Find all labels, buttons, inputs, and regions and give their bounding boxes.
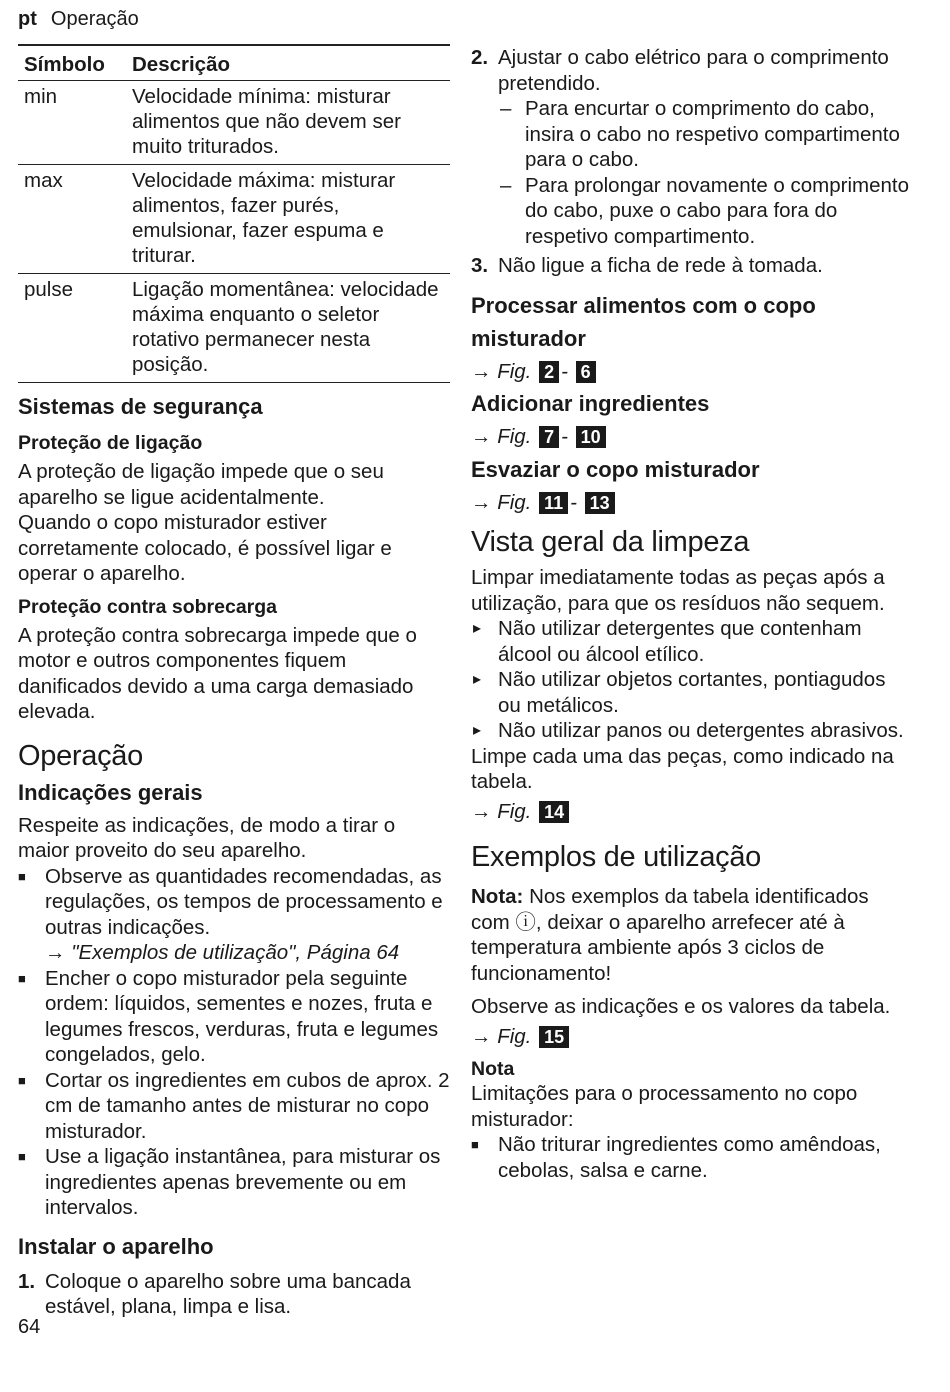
- sub-steps: [498, 96, 911, 249]
- figure-number-badge: 13: [585, 492, 615, 514]
- step-item: [471, 45, 911, 249]
- nota-text: Limitações para o processamento no copo misturador:: [471, 1082, 858, 1131]
- symbol-cell: pulse: [18, 274, 126, 383]
- list-item: ▸ Não utilizar panos ou detergentes abrasivos.: [471, 718, 911, 744]
- list-item: ▸ Não utilizar objetos cortantes, pontiagudos ou metálicos.: [471, 667, 911, 718]
- fig-label: → Fig.: [471, 799, 532, 823]
- figure-reference[interactable]: [471, 1024, 911, 1050]
- description-cell: Velocidade máxima: misturar alimentos, fazer purés, emulsionar, fazer espuma e triturar.: [126, 165, 450, 274]
- step-item: [471, 253, 911, 279]
- list-item: ■ Use a ligação instantânea, para misturar os ingredientes apenas brevemente ou em intervalos.: [18, 1144, 450, 1221]
- sub-step-item: – Para encurtar o comprimento do cabo, insira o cabo no respetivo compartimento para o cabo.: [498, 96, 911, 173]
- range-separator: -: [561, 425, 568, 448]
- description-cell: Ligação momentânea: velocidade máxima enquanto o seletor rotativo permanecer nesta posição.: [126, 274, 450, 383]
- connection-text-2: Quando o copo misturador estiver corretamente colocado, é possível ligar e operar o aparelho.: [18, 511, 392, 585]
- table-header-row: [18, 45, 450, 81]
- step-text: Coloque o aparelho sobre uma bancada estável, plana, limpa e lisa.: [45, 1269, 411, 1318]
- observe-text: Observe as indicações e os valores da tabela.: [471, 995, 891, 1018]
- connection-protection-heading: Proteção de ligação: [18, 432, 203, 454]
- empty-jug-heading: Esvaziar o copo misturador: [471, 456, 760, 482]
- install-heading: Instalar o aparelho: [18, 1233, 214, 1259]
- note-text: Nos exemplos da tabela identificados com ⓘ, deixar o aparelho arrefecer até à temperatura ambiente após 3 ciclos de funcionamento!: [471, 885, 869, 985]
- list-item-text: Observe as quantidades recomendadas, as regulações, os tempos de processamento e outras indicações.: [45, 864, 443, 939]
- general-heading: Indicações gerais: [18, 779, 203, 805]
- list-item: ■ Não triturar ingredientes como amêndoas, cebolas, salsa e carne.: [471, 1132, 911, 1183]
- cleaning-list: [471, 616, 911, 744]
- figure-number-badge: 10: [576, 426, 606, 448]
- examples-heading: Exemplos de utilização: [471, 841, 761, 873]
- page-number: 64: [18, 1316, 41, 1338]
- connection-text: A proteção de ligação impede que o seu aparelho se ligue acidentalmente.: [18, 460, 384, 509]
- page-reference-link[interactable]: → "Exemplos de utilização", Página 64: [45, 941, 400, 964]
- step-text: Não ligue a ficha de rede à tomada.: [498, 254, 823, 277]
- safety-heading: Sistemas de segurança: [18, 394, 263, 419]
- general-intro: Respeite as indicações, de modo a tirar o maior proveito do seu aparelho.: [18, 813, 396, 862]
- list-item: ▸ Não utilizar detergentes que contenham álcool ou álcool etílico.: [471, 616, 911, 667]
- process-heading: Processar alimentos com o copo misturador: [471, 292, 816, 351]
- general-list: [18, 864, 450, 1221]
- symbol-table: [18, 44, 450, 383]
- figure-reference[interactable]: [471, 490, 911, 516]
- fig-label: → Fig.: [471, 425, 532, 448]
- step-text: Ajustar o cabo elétrico para o comprimento pretendido.: [498, 46, 889, 95]
- table-header: Símbolo: [18, 45, 126, 81]
- figure-number-badge: 7: [539, 426, 559, 448]
- table-row: [18, 274, 450, 383]
- operation-heading: Operação: [18, 739, 143, 772]
- table-header: Descrição: [126, 45, 450, 81]
- fig-label: → Fig.: [471, 359, 532, 383]
- description-cell: Velocidade mínima: misturar alimentos que não devem ser muito triturados.: [126, 81, 450, 165]
- figure-reference[interactable]: [471, 359, 911, 385]
- list-item: ■ Cortar os ingredientes em cubos de aprox. 2 cm de tamanho antes de misturar no copo misturador.: [18, 1068, 450, 1145]
- header-section: Operação: [50, 8, 139, 30]
- figure-reference[interactable]: [471, 424, 911, 450]
- examples-note: [471, 884, 911, 986]
- step-item: [18, 1269, 450, 1320]
- cleaning-heading: Vista geral da limpeza: [471, 526, 750, 558]
- list-item: ■ Encher o copo misturador pela seguinte ordem: líquidos, sementes e nozes, fruta e legumes frescos, verduras, fruta e legumes congelados, gelo.: [18, 966, 450, 1068]
- page-header: [18, 8, 139, 31]
- overload-text: A proteção contra sobrecarga impede que o motor e outros componentes fiquem danificados devido a uma carga demasiado elevada.: [18, 623, 417, 723]
- install-steps-cont: [471, 45, 911, 279]
- range-separator: -: [561, 359, 568, 383]
- language-code: pt: [18, 8, 37, 30]
- fig-label: → Fig.: [471, 1024, 532, 1048]
- range-separator: -: [570, 490, 577, 514]
- figure-number-badge: 14: [539, 801, 569, 823]
- step-number: 2.: [471, 46, 489, 69]
- symbol-cell: min: [18, 81, 126, 165]
- table-row: [18, 165, 450, 274]
- sub-step-item: – Para prolongar novamente o comprimento do cabo, puxe o cabo para fora do respetivo compartimento.: [498, 173, 911, 250]
- list-item: [18, 864, 450, 966]
- install-steps: [18, 1269, 450, 1320]
- figure-number-badge: 6: [576, 361, 596, 383]
- figure-number-badge: 2: [539, 361, 559, 383]
- nota-heading: Nota: [471, 1058, 515, 1080]
- note-label: Nota:: [471, 885, 524, 908]
- figure-reference[interactable]: [471, 799, 911, 825]
- step-number: 1.: [18, 1269, 36, 1293]
- overload-protection-heading: Proteção contra sobrecarga: [18, 595, 278, 618]
- add-ingredients-heading: Adicionar ingredientes: [471, 391, 710, 416]
- cleaning-intro: Limpar imediatamente todas as peças após a utilização, para que os resíduos não sequem.: [471, 566, 885, 615]
- left-column: [18, 44, 450, 1320]
- figure-number-badge: 15: [539, 1026, 569, 1048]
- figure-number-badge: 11: [539, 492, 568, 514]
- table-row: [18, 81, 450, 165]
- nota-list: [471, 1132, 911, 1183]
- cleaning-outro: Limpe cada uma das peças, como indicado na tabela.: [471, 744, 894, 793]
- step-number: 3.: [471, 254, 489, 277]
- symbol-cell: max: [18, 165, 126, 274]
- right-column: [471, 45, 911, 1183]
- fig-label: → Fig.: [471, 490, 532, 514]
